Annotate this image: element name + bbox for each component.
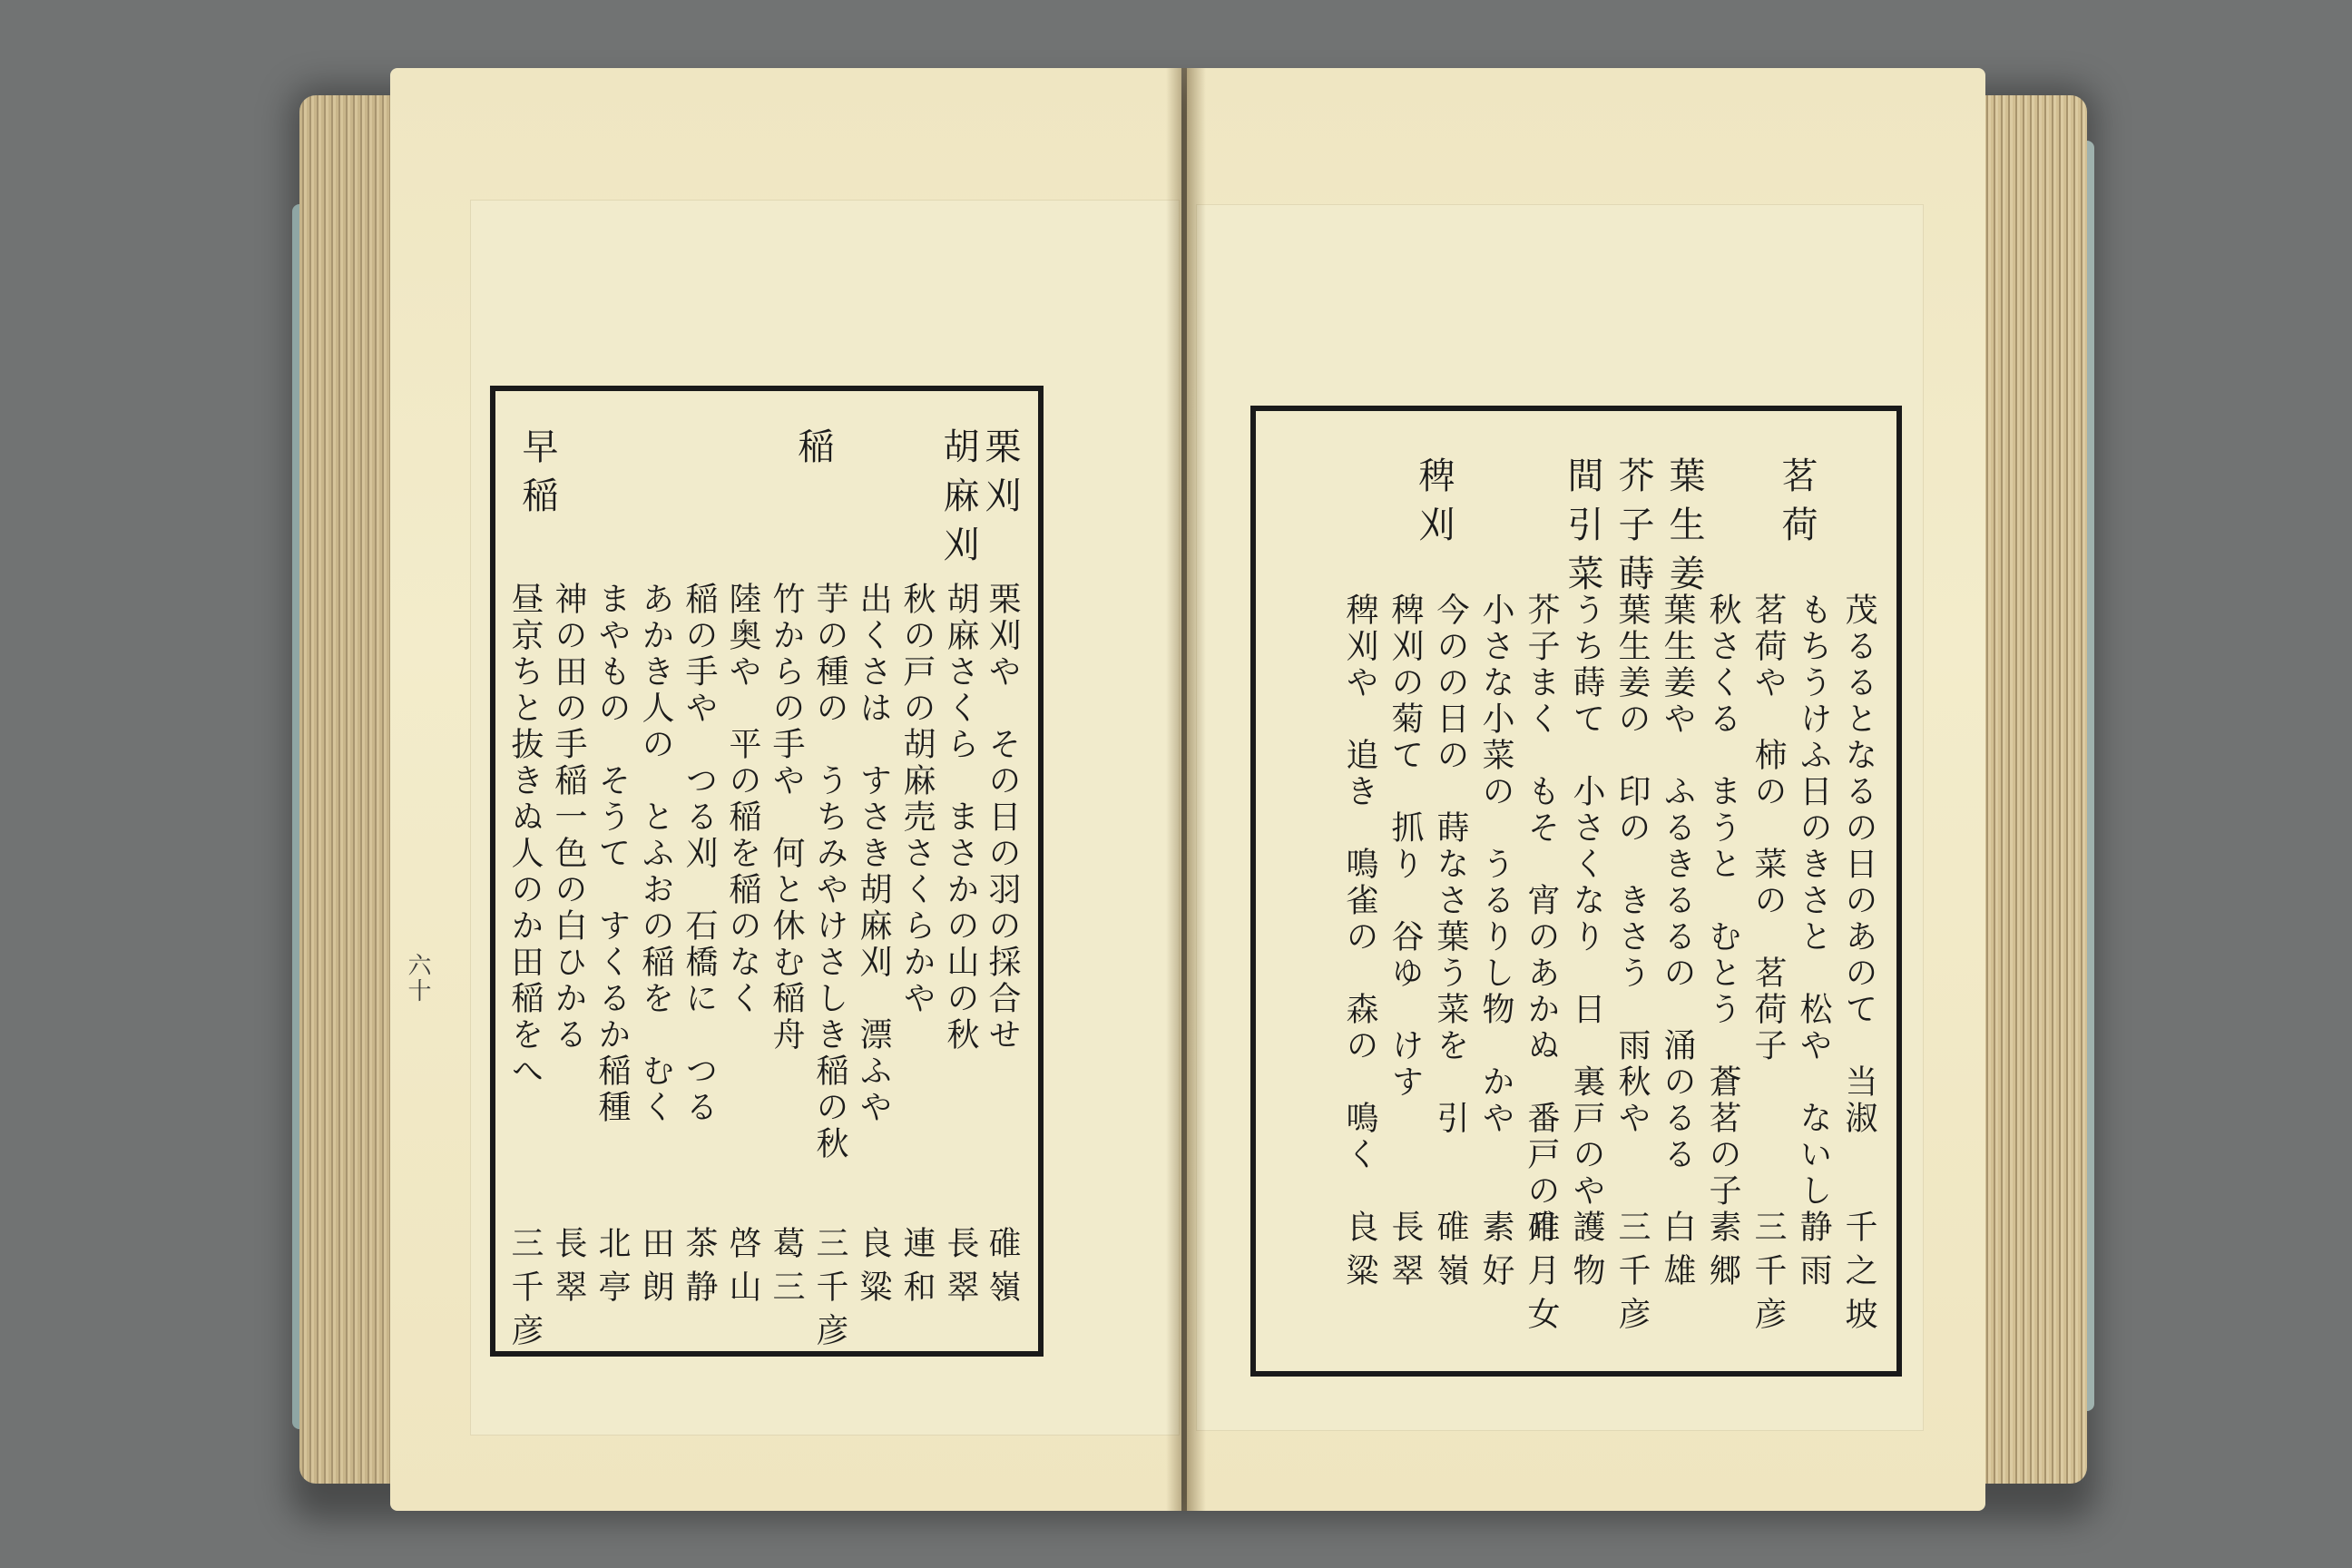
title-hiekari: 稗刈 (1413, 456, 1455, 554)
author-10: 北亭 (593, 1226, 631, 1313)
title-gomakari: 胡麻刈 (937, 427, 979, 574)
author-r11: 長翠 (1387, 1210, 1424, 1297)
author-r1: 千之坡 (1840, 1210, 1877, 1340)
verse-6: 竹からの手や 何と休む稲舟 (768, 582, 805, 1054)
author-r6: 三千彦 (1613, 1210, 1651, 1340)
author-r7: 護物 (1568, 1210, 1605, 1297)
author-8: 茶静 (681, 1226, 718, 1313)
title-wase: 早稲 (516, 427, 558, 525)
verse-1: 栗刈や その日の羽の採合せ (984, 582, 1021, 1054)
text-frame-right (1250, 406, 1902, 1377)
verse-r6: 葉生姜の 印の きさう 雨秋や (1613, 593, 1651, 1137)
verse-8: 稲の手や つる刈 石橋に つる (681, 582, 718, 1126)
author-12: 三千彦 (506, 1226, 544, 1357)
verse-12: 昼京ちと抜きぬ人のか田稲をへ (506, 582, 544, 1090)
author-4: 良粱 (855, 1226, 892, 1313)
verse-r9: 小さな小菜の うるりし物 かや (1477, 593, 1514, 1137)
right-page (1187, 68, 1985, 1511)
title-ine: 稲 (792, 427, 834, 476)
verse-2: 胡麻さくら まさかの山の秋 (942, 582, 979, 1054)
author-5: 三千彦 (811, 1226, 848, 1357)
folio-number: 六十 (404, 953, 431, 1004)
book-gutter (1166, 68, 1206, 1511)
verse-r4: 秋さくる まうと むとう 蒼茗の子 (1704, 593, 1741, 1210)
open-book (299, 68, 2087, 1511)
verse-r12: 稗刈や 追き 鳴雀の 森の 鳴く (1341, 593, 1378, 1173)
title-hashoga: 葉生姜 (1663, 456, 1705, 603)
page-stack-right (1969, 95, 2087, 1484)
verse-7: 陸奥や 平の稲を稲のなく (724, 582, 761, 1017)
title-keshimaki: 芥子蒔 (1612, 456, 1654, 603)
verse-r5: 葉生姜や ふるきるるの 涌のるる (1659, 593, 1696, 1173)
title-myoga: 茗荷 (1776, 456, 1818, 554)
author-1: 碓嶺 (984, 1226, 1021, 1313)
page-stack-left (299, 95, 399, 1484)
author-3: 連和 (898, 1226, 936, 1313)
verse-3: 秋の戸の胡麻売さくらかや (898, 582, 936, 1017)
verse-r7: うち蒔て 小さくなり 日 裏戸のや (1568, 593, 1605, 1210)
verse-5: 芋の種の うちみやけさしき稲の秋 (811, 582, 848, 1162)
title-mabikina: 間引菜 (1562, 456, 1603, 603)
author-6: 葛三 (768, 1226, 805, 1313)
verse-11: 神の田の手稲一色の白ひかる (550, 582, 587, 1054)
author-r2: 静雨 (1795, 1210, 1832, 1297)
author-11: 長翠 (550, 1226, 587, 1313)
verse-r8: 芥子まく もそ 宵のあかぬ 番戸の月 (1523, 593, 1560, 1246)
author-7: 啓山 (724, 1226, 761, 1313)
verse-r3: 茗荷や 柿の 菜の 茗荷子 (1749, 593, 1787, 1064)
verse-4: 出くさは すさき胡麻刈 漂ふや (855, 582, 892, 1126)
verse-10: まやもの そうて すくるか稲種 (593, 582, 631, 1126)
author-r8: 碓月女 (1523, 1210, 1560, 1340)
text-frame-left (490, 386, 1044, 1357)
author-r5: 白雄 (1659, 1210, 1696, 1297)
title-kurikari: 栗刈 (979, 427, 1021, 525)
left-page (390, 68, 1181, 1511)
author-r3: 三千彦 (1749, 1210, 1787, 1340)
author-9: 田朗 (637, 1226, 674, 1313)
author-r4: 素郷 (1704, 1210, 1741, 1297)
author-2: 長翠 (942, 1226, 979, 1313)
verse-r1: 茂るるとなるの日のあのて 当淑 (1840, 593, 1877, 1137)
verse-r10: 今のの日の 蒔なさ葉う菜を 引 (1432, 593, 1469, 1137)
verse-r2: もちうけふ日のきさと 松や ないし (1795, 593, 1832, 1210)
author-r10: 碓嶺 (1432, 1210, 1469, 1297)
verse-9: あかき人の とふおの稲を むく (637, 582, 674, 1126)
author-r9: 素好 (1477, 1210, 1514, 1297)
author-r12: 良粱 (1341, 1210, 1378, 1297)
verse-r11: 稗刈の菊て 抓り 谷ゆ けす (1387, 593, 1424, 1101)
